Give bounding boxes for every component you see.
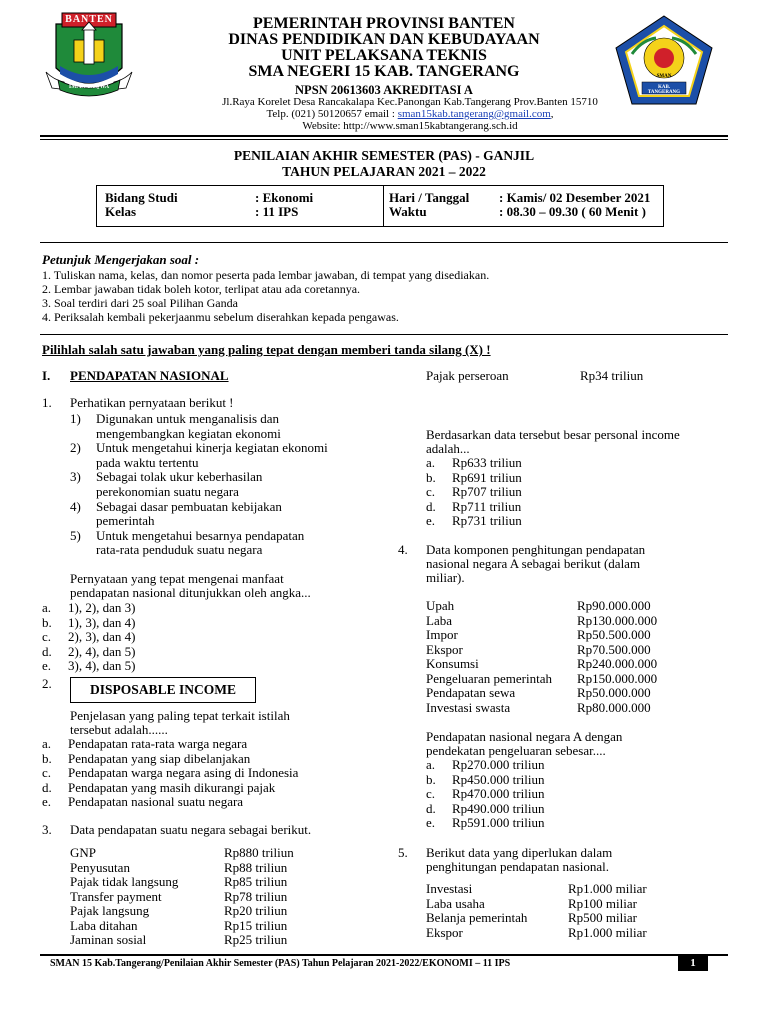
option-letter: a. [42,736,52,751]
data-value: Rp15 triliun [224,917,288,933]
option-text: Rp731 triliun [452,513,522,528]
statement-number: 2) [70,440,81,456]
option-text: Rp470.000 triliun [452,786,545,801]
data-value: Rp500 miliar [568,910,637,925]
option-text: Pendapatan nasional suatu negara [68,794,244,809]
data-label: Laba [426,612,452,628]
statement-line [70,543,390,558]
npsn-line: NPSN 20613603 AKREDITASI A [295,83,473,97]
answer-option [426,500,746,515]
q4-options [426,758,746,831]
unit-title: UNIT PELAKSANA TEKNIS [281,47,487,64]
data-value: Rp80.000.000 [577,699,651,715]
option-text: Rp490.000 triliun [452,800,545,816]
option-letter: d. [42,779,52,795]
school-title: SMA NEGERI 15 KAB. TANGERANG [248,63,520,80]
logo-sman-text: SMAN [656,74,672,79]
hari-label: Hari / Tanggal [389,190,470,205]
data-label: Pajak langsung [70,903,150,918]
q3-cont-label: Pajak perseroan [426,368,509,383]
instruction-1: 1. Tuliskan nama, kelas, dan nomor peserta pada lembar jawaban, di tempat yang disediakan. [42,268,490,282]
data-label: Jaminan sosial [70,932,147,947]
data-row [426,599,726,614]
option-letter: c. [42,629,52,644]
data-label: Investasi swasta [426,699,511,715]
data-value: Rp78 triliun [224,888,288,904]
data-row [70,861,370,876]
data-row [70,919,370,934]
statement-text: Untuk mengetahui besarnya pendapatan [96,527,305,543]
statement-line [70,427,390,442]
data-row [426,643,726,658]
data-row [426,628,726,643]
answer-option [42,601,362,616]
banten-logo [44,10,134,100]
q2-number: 2. [42,676,52,691]
answer-option [42,766,362,781]
option-text: 1), 2), dan 3) [68,600,136,615]
q5-stem-1: Berikut data yang diperlukan dalam [426,845,613,860]
data-label: Penyusutan [70,859,130,875]
data-value: Rp130.000.000 [577,612,658,628]
q3-cont-value: Rp34 triliun [580,368,644,383]
answer-option [42,752,362,767]
address-line: Jl.Raya Korelet Desa Rancakalapa Kec.Panongan Kab.Tangerang Prov.Banten 15710 [222,96,598,108]
q5-data-table [426,882,726,940]
waktu-value: : 08.30 – 09.30 ( 60 Menit ) [499,204,646,219]
footer-text: SMAN 15 Kab.Tangerang/Penilaian Akhir Semester (PAS) Tahun Pelajaran 2021-2022/EKONOMI – 11 IPS [50,958,511,969]
data-value: Rp50.500.000 [577,627,651,642]
option-text: 3), 4), dan 5) [68,658,136,673]
statement-number: 5) [70,527,81,543]
header-rule-thin [40,139,728,140]
data-row [426,911,726,926]
data-label: Ekspor [426,924,463,940]
instruction-3: 3. Soal terdiri dari 25 soal Pilihan Ganda [42,296,238,310]
option-text: Rp691 triliun [452,469,522,485]
option-text: Rp591.000 triliun [452,815,545,830]
q4-stem-2: nasional negara A sebagai berikut (dalam [426,556,641,571]
data-value: Rp90.000.000 [577,598,651,613]
data-row [70,933,370,948]
data-value: Rp88 triliun [224,859,288,875]
website-line[interactable]: Website: http://www.sman15kabtangerang.sch.id [302,120,518,132]
data-label: GNP [70,845,97,860]
logo-top-text: BANTEN [65,14,113,25]
answer-option [426,758,746,773]
answer-option [426,787,746,802]
statement-text: mengembangkan kegiatan ekonomi [96,425,281,441]
q3-question-2: adalah... [426,441,470,456]
answer-option [426,816,746,831]
option-text: 2), 3), dan 4) [68,629,136,644]
statement-line [70,529,390,544]
q5-stem-2: penghitungan pendapatan nasional. [426,859,610,874]
answer-option [42,737,362,752]
option-text: Pendapatan yang masih dikurangi pajak [68,779,276,795]
q1-question-2: pendapatan nasional ditunjukkan oleh angka... [70,585,311,600]
bidang-value: : Ekonomi [255,190,314,205]
q3-stem: Data pendapatan suatu negara sebagai berikut. [70,822,312,837]
data-label: Ekspor [426,641,463,657]
data-value: Rp880 triliun [224,845,294,860]
data-label: Belanja pemerintah [426,910,528,925]
statement-text: rata-rata penduduk suatu negara [96,542,263,558]
dept-title: DINAS PENDIDIKAN DAN KEBUDAYAAN [228,31,540,48]
q2-options [42,737,362,810]
kelas-label: Kelas [105,204,137,219]
contact-line [130,108,690,120]
data-label: Konsumsi [426,656,479,671]
data-value: Rp1.000 miliar [568,881,647,896]
data-row [70,875,370,890]
option-text: Rp270.000 triliun [452,757,545,772]
option-text: Rp633 triliun [452,455,522,470]
exam-title: PENILAIAN AKHIR SEMESTER (PAS) - GANJIL [233,148,535,163]
q4-stem-1: Data komponen penghitungan pendapatan [426,542,646,557]
directive: Pilihlah salah satu jawaban yang paling tepat dengan memberi tanda silang (X) ! [42,342,491,357]
data-row [70,846,370,861]
section-number: I. [42,368,51,383]
option-text: Rp707 triliun [452,484,522,499]
answer-option [426,773,746,788]
statement-text: Sebagai tolak ukur keberhasilan [96,469,263,485]
option-letter: a. [426,757,436,772]
data-value: Rp1.000 miliar [568,924,647,940]
statement-number: 3) [70,469,81,485]
statement-text: perekonomian suatu negara [96,483,239,499]
q4-data-table [426,599,726,715]
q2-question-1: Penjelasan yang paling tepat terkait istilah [70,708,290,723]
q5-number: 5. [398,845,408,860]
option-letter: a. [426,455,436,470]
statement-line [70,412,390,427]
option-letter: e. [426,513,436,528]
q3-number: 3. [42,822,52,837]
statement-number: 1) [70,411,81,426]
data-label: Pendapatan sewa [426,685,516,700]
data-label: Investasi [426,881,473,896]
option-letter: d. [42,643,52,659]
telp-text: Telp. (021) 50120657 email : [266,108,398,120]
option-letter: b. [426,771,436,787]
q3-data-table [70,846,370,948]
q1-statement-list [70,412,390,558]
option-text: 1), 3), dan 4) [68,614,136,630]
email-suffix: , [550,108,554,120]
data-value: Rp100 miliar [568,895,637,911]
option-letter: b. [426,469,436,485]
statement-text: pemerintah [96,513,155,529]
option-letter: b. [42,614,52,630]
email-link[interactable]: sman15kab.tangerang@gmail.com [397,108,551,120]
instructions-title: Petunjuk Mengerjakan soal : [42,252,200,267]
exam-year: TAHUN PELAJARAN 2021 – 2022 [282,164,486,179]
answer-option [426,514,746,529]
data-value: Rp150.000.000 [577,670,658,686]
data-label: Laba usaha [426,895,485,911]
data-label: Impor [426,627,458,642]
data-row [426,897,726,912]
answer-option [42,659,362,674]
exam-info-box [96,185,664,227]
option-letter: d. [426,498,436,514]
instructions-rule [40,334,728,335]
instruction-4: 4. Periksalah kembali pekerjaanmu sebelum diserahkan kepada pengawas. [42,310,399,324]
data-row [426,882,726,897]
data-value: Rp240.000.000 [577,656,658,671]
q1-stem: Perhatikan pernyataan berikut ! [70,395,234,410]
q2-term-box: DISPOSABLE INCOME [70,677,256,703]
option-letter: b. [42,750,52,766]
data-value: Rp20 triliun [224,903,288,918]
info-rule [40,242,728,243]
option-text: 2), 4), dan 5) [68,643,136,659]
option-letter: c. [426,786,436,801]
answer-option [42,795,362,810]
option-text: Rp711 triliun [452,498,522,514]
q3-options [426,456,746,529]
q3-question-1: Berdasarkan data tersebut besar personal income [426,427,680,442]
waktu-label: Waktu [389,204,427,219]
answer-option [426,456,746,471]
statement-line [70,456,390,471]
instruction-2: 2. Lembar jawaban tidak boleh kotor, terlipat atau ada coretannya. [42,282,361,296]
option-letter: c. [426,484,436,499]
footer-rule [40,954,728,956]
answer-option [42,630,362,645]
statement-line [70,441,390,456]
data-label: Pengeluaran pemerintah [426,670,552,686]
option-text: Rp450.000 triliun [452,771,545,787]
gov-title: PEMERINTAH PROVINSI BANTEN [253,15,515,32]
option-letter: c. [42,765,52,780]
option-letter: e. [42,794,52,809]
option-letter: e. [426,815,436,830]
data-value: Rp50.000.000 [577,685,651,700]
header-rule [40,135,728,137]
q4-question-1: Pendapatan nasional negara A dengan [426,729,623,744]
data-row [426,701,726,716]
answer-option [426,485,746,500]
statement-line [70,500,390,515]
data-row [426,614,726,629]
answer-option [42,781,362,796]
answer-option [426,802,746,817]
option-letter: a. [42,600,52,615]
option-letter: d. [426,800,436,816]
answer-option [426,471,746,486]
page-number: 1 [678,955,708,971]
statement-text: Untuk mengetahui kinerja kegiatan ekonomi [96,440,328,456]
kelas-value: : 11 IPS [255,204,299,219]
data-row [70,890,370,905]
statement-number: 4) [70,498,81,514]
statement-text: Digunakan untuk menganalisis dan [96,411,280,426]
letterhead [140,16,628,98]
data-row [426,657,726,672]
section-title: PENDAPATAN NASIONAL [70,368,229,383]
data-label: Pajak tidak langsung [70,874,179,889]
statement-line [70,514,390,529]
logo-kab-text: KAB. TANGERANG [647,85,681,95]
statement-text: pada waktu tertentu [96,454,199,470]
data-value: Rp25 triliun [224,932,288,947]
q1-number: 1. [42,395,52,410]
statement-text: Sebagai dasar pembuatan kebijakan [96,498,282,514]
statement-line [70,470,390,485]
q4-question-2: pendekatan pengeluaran sebesar.... [426,743,606,758]
option-text: Pendapatan warga negara asing di Indonesia [68,765,299,780]
answer-option [42,645,362,660]
data-label: Laba ditahan [70,917,138,933]
statement-line [70,485,390,500]
q2-question-2: tersebut adalah...... [70,722,168,737]
q4-stem-3: miliar). [426,570,465,585]
q4-number: 4. [398,542,408,557]
logo-bottom-text: IMAN TAQWA [68,84,110,90]
data-value: Rp85 triliun [224,874,288,889]
option-text: Pendapatan yang siap dibelanjakan [68,750,251,766]
answer-option [42,616,362,631]
data-row [426,686,726,701]
data-label: Upah [426,598,455,613]
data-row [426,926,726,941]
q1-question-1: Pernyataan yang tepat mengenai manfaat [70,571,284,586]
data-row [426,672,726,687]
data-row [70,904,370,919]
option-text: Pendapatan rata-rata warga negara [68,736,248,751]
data-label: Transfer payment [70,888,162,904]
info-divider [383,186,384,226]
hari-value: : Kamis/ 02 Desember 2021 [499,190,651,205]
data-value: Rp70.500.000 [577,641,651,657]
bidang-label: Bidang Studi [105,190,178,205]
option-letter: e. [42,658,52,673]
q1-options [42,601,362,674]
